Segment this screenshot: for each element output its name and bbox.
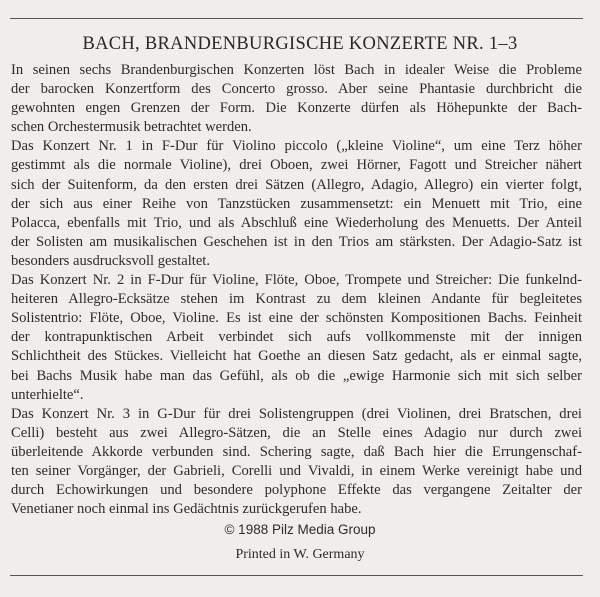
text-line: Das Konzert Nr. 2 in F-Dur für Violine, Flöte, Oboe, Trompete und Streicher: Die funkelnd-: [11, 272, 582, 289]
text-line: durch Echowirkungen und besondere polyphone Effekte das vergangene Zeitalter der: [11, 482, 582, 499]
text-line: Venetianer noch einmal ins Gedächtnis zurückgerufen habe.: [11, 501, 362, 518]
text-line: der barocken Konzertform des Concerto grosso. Aber seine Phantasie durchbricht die: [11, 81, 582, 98]
text-line: Solistentrio: Flöte, Oboe, Violine. Es ist eine der schönsten Kompositionen Bachs. Feinheit: [11, 310, 582, 327]
document-body: [11, 61, 582, 519]
text-line: Polacca, ebenfalls mit Trio, und als Abschluß eine Wiederholung des Menuetts. Der Anteil: [11, 214, 582, 231]
text-line: sich der Suitenform, da den ersten drei Sätzen (Allegro, Adagio, Allegro) ein vierter folgt,: [11, 176, 582, 193]
bottom-divider: [10, 575, 583, 576]
text-line: heiteren Allegro-Ecksätze stehen im Kontrast zu dem kleinen Andante für begleitetes: [11, 291, 582, 308]
text-line: ten seiner Vorgänger, der Gabrieli, Corelli und Vivaldi, in einem Werke vereinigt habe und: [11, 462, 582, 479]
text-line: Schlichtheit des Stückes. Vielleicht hat Goethe an diesen Satz gedacht, als er einmal sagte,: [11, 348, 582, 365]
text-line: der kontrapunktischen Arbeit verbindet sich aufs vollkommenste mit der innigen: [11, 329, 582, 346]
printed-notice: Printed in W. Germany: [235, 547, 365, 562]
paragraph: [11, 405, 582, 520]
text-line: Das Konzert Nr. 3 in G-Dur für drei Solistengruppen (drei Violinen, drei Bratschen, drei: [11, 405, 582, 422]
text-line: gewohnten engen Grenzen der Form. Die Konzerte dürfen als Höhepunkte der Bach-: [11, 100, 582, 117]
text-line: besonders ausdrucksvoll gestaltet.: [11, 252, 210, 269]
text-line: unterhielte“.: [11, 386, 84, 403]
top-divider: [10, 18, 583, 19]
text-line: Celli) besteht aus zwei Allegro-Sätzen, die an Stelle eines Adagio nur durch zwei: [11, 424, 582, 441]
copyright-notice: © 1988 Pilz Media Group: [224, 522, 376, 537]
text-line: der Solisten am musikalischen Geschehen ist in den Trios am stärksten. Der Adagio-Satz ist: [11, 233, 582, 250]
paragraph: [11, 271, 582, 405]
text-line: der sich aus einer Reihe von Tanzstücken zusammensetzt: ein Menuett mit Trio, eine: [11, 195, 582, 212]
text-line: Das Konzert Nr. 1 in F-Dur für Violino piccolo („kleine Violine“, um eine Terz höher: [11, 138, 582, 155]
paragraph: [11, 137, 582, 271]
text-line: schen Orchestermusik betrachtet werden.: [11, 119, 252, 136]
document-title: BACH, BRANDENBURGISCHE KONZERTE NR. 1–3: [82, 34, 518, 54]
text-line: überleitende Akkorde verbunden sind. Schering sagte, daß Bach hier die Errungenschaf-: [11, 443, 582, 460]
text-line: gestimmt als die normale Violine), drei Oboen, zwei Hörner, Fagott und Streicher nähert: [11, 157, 582, 174]
text-line: bei Bachs Musik habe man das Gefühl, als ob die „ewige Harmonie sich mit sich selber: [11, 367, 582, 384]
paragraph: [11, 61, 582, 137]
text-line: In seinen sechs Brandenburgischen Konzerten löst Bach in idealer Weise die Probleme: [11, 62, 582, 78]
